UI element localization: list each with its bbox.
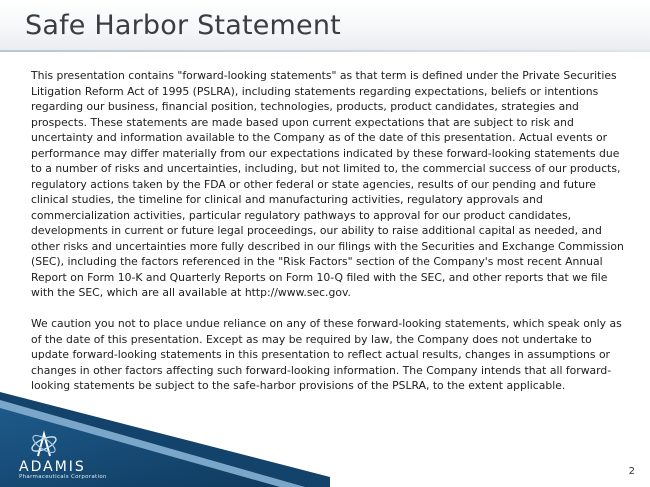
logo-tagline: Pharmaceuticals Corporation: [19, 474, 107, 480]
safe-harbor-body: [31, 68, 625, 394]
title-divider: [0, 50, 650, 52]
paragraph-caution: We caution you not to place undue reliance on any of these forward-looking statements, which speak only as of the date of this presentation. Except as may be required by law, the Company does not undertake to update forward-looking statements in this presentation to reflect actual results, changes in assumptions or changes in other factors affecting such forward-looking information. The Company intends that all forward-looking statements be subject to the safe-harbor provisions of the PSLRA, to the extent applicable.: [31, 317, 622, 392]
page-number: 2: [628, 466, 635, 477]
logo-wordmark: ADAMIS: [19, 459, 86, 475]
corner-band-decoration: [0, 386, 650, 487]
slide-title: Safe Harbor Statement: [25, 10, 341, 41]
paragraph-forward-looking: This presentation contains "forward-looking statements" as that term is defined under the Private Securities Litigation Reform Act of 1995 (PSLRA), including statements regarding expectations, beliefs or intentions regarding our business, financial position, technologies, products, product candidates, strategies and prospects. These statements are made based upon current expectations that are subject to risk and uncertainty and information available to the Company as of the date of this presentation. Actual events or performance may differ materially from our expectations indicated by these forward-looking statements due to a number of risks and uncertainties, including, but not limited to, the commercial success of our products, regulatory actions taken by the FDA or other federal or state agencies, results of our pending and future clinical studies, the timeline for clinical and manufacturing activities, regulatory approvals and commercialization activities, particular regulatory pathways to approval for our product candidates, developments in current or future legal proceedings, our ability to raise additional capital as needed, and other risks and uncertainties more fully described in our filings with the Securities and Exchange Commission (SEC), including the factors referenced in the "Risk Factors" section of the Company's most recent Annual Report on Form 10-K and Quarterly Reports on Form 10-Q filed with the SEC, and other reports that we file with the SEC, which are all available at http://www.sec.gov.: [31, 69, 624, 299]
